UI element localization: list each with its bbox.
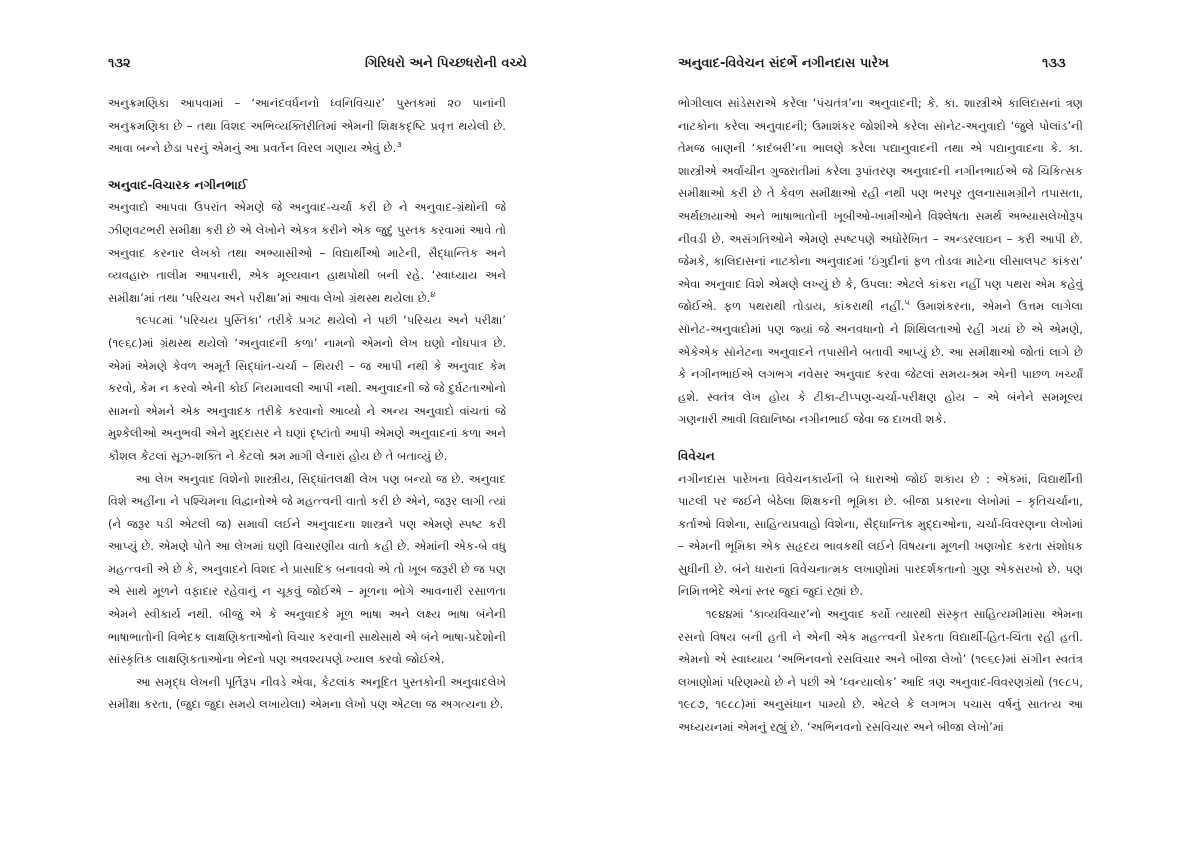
paragraph-text: ઉમાશંકરના, એમને ઉત્તમ લાગેલા સૉનેટ-અનુવાદોમાં પણ જ્યાં જે અનવધાનો ને શિથિલતાઓ રહી ગયાં છે એ એમણે, એકેએક સૉનેટના અનુવાદને તપાસીને બતાવી આપ્યું છે. આ સમીક્ષાઓ જોતાં લાગે છે કે નગીનભાઈએ લગભગ નવેસર અનુવાદ કરવા જેટલાં સમય-શ્રમ એની પાછળ ખર્ચ્યાં હશે. સ્વતંત્ર લેખ હોય કે ટીકા-ટીપ્પણ-ચર્ચા-પરીક્ષણ હોય – એ બંનેને સમમૂલ્ય ગણનારી આવી વિદ્યાનિષ્ઠા નગીનભાઈ જેવા જ દાખવી શકે. (678, 299, 1083, 427)
section-heading: વિવેચન (678, 448, 715, 463)
page-body (678, 92, 1083, 739)
footnote-marker: ૪ (430, 289, 436, 299)
paragraph: નગીનદાસ પારેખના વિવેચનકાર્યની બે ધારાઓ જોઈ શકાય છે : એકમાં, વિદ્યાર્થીની પાટલી પર જઈને બેઠેલા શિક્ષકની ભૂમિકા છે. બીજા પ્રકારના લેખોમાં – કૃતિચર્ચાના, કર્તાઓ વિશેના, સાહિત્યપ્રવાહો વિશેના, સૈદ્ધાન્તિક મુદ્દાઓના, ચર્ચા-વિવરણના લેખોમાં – એમની ભૂમિકા એક સહૃદય ભાવકથી લઈને વિષયના મૂળની ખણખોદ કરતા સંશોધક સુધીની છે. બંને ધારાનાં વિવેચનાત્મક લખાણોમાં પારદર્શકતાનો ગુણ એકસરખો છે. પણ નિમિત્તભેદે એનાં સ્તર જુદાં જુદાં રહ્યાં છે. (678, 471, 1083, 599)
paragraph-text: અનુવાદો આપવા ઉપરાંત એમણે જે અનુવાદ-ચર્ચા કરી છે ને અનુવાદ-ગ્રંથોની જે ઝીણવટભરી સમીક્ષા કરી છે એ લેખોને એકત્ર કરીને એક જુદું પુસ્તક કરવામાં આવે તો અનુવાદ કરનાર લેખકો તથા અભ્યાસીઓ – વિદ્યાર્થીઓ માટેની, સૈદ્ધાન્તિક અને વ્યવહારુ તાલીમ આપનારી, એક મૂલ્યવાન હાથપોથી બની રહે. ‘સ્વાધ્યાય અને સમીક્ષા’માં તથા ‘પરિચય અને પરીક્ષા’માં આવા લેખો ગ્રંથસ્થ થયેલા છે. (108, 200, 506, 305)
page-body (108, 92, 506, 716)
paragraph: ૧૯૫૮માં ‘પરિચય પુસ્તિકા’ તરીકે પ્રગટ થયેલો ને પછી ‘પરિચય અને પરીક્ષા’ (૧૯૬૮)માં ગ્રંથસ્થ થયેલો ‘અનુવાદની કળા’ નામનો એમનો લેખ ઘણો નોંધપાત્ર છે. એમાં એમણે કેવળ અમૂર્ત સિદ્ધાંત-ચર્ચા – થિયરી – જ આપી નથી કે અનુવાદ કેમ કરવો, કેમ ન કરવો એની કોઈ નિયમાવલી આપી નથી. અનુવાદની જે જે દુર્ઘટતાઓનો સામનો એમને એક અનુવાદક તરીકે કરવાનો આવ્યો ને અન્ય અનુવાદો વાંચતાં જે મુશ્કેલીઓ અનુભવી એને મુદ્દાસર ને ઘણાં દૃષ્ટાંતો આપી એમણે અનુવાદનાં કળા અને કૌશલ કેટલાં સૂઝ-શક્તિ ને કેટલો શ્રમ માગી લેનારાં હોય છે તે બતાવ્યું છે. (108, 313, 506, 463)
running-head: અનુવાદ-વિવેચન સંદર્ભે નગીનદાસ પારેખ (678, 56, 889, 71)
paragraph (108, 92, 506, 160)
section-heading: અનુવાદ-વિચારક નગીનભાઈ (108, 177, 248, 192)
running-head: ગિરિધરો અને પિચ્છધરોની વચ્ચે (365, 56, 527, 71)
footnote-marker: ૩ (396, 140, 402, 150)
page-number: ૧૩૩ (1042, 56, 1066, 71)
right-page (600, 0, 1200, 848)
paragraph (678, 92, 1083, 431)
paragraph-text: અનુક્રમણિકા આપવામાં – ‘આનંદવર્ધનનો ધ્વનિવિચાર’ પુસ્તકમાં ૨૦ પાનાંની અનુક્રમણિકા છે – તથા વિશદ અભિવ્યક્તિરીતિમાં એમની શિક્ષકદૃષ્ટિ પ્રવૃત્ત થયેલી છે. આવા બન્ને છેડા પરનું એમનું આ પ્રવર્તન વિરલ ગણાય એવું છે. (108, 96, 506, 156)
paragraph: ૧૯૪૪માં ‘કાવ્યવિચાર’નો અનુવાદ કર્યો ત્યારથી સંસ્કૃત સાહિત્યમીમાંસા એમના રસનો વિષય બની હતી ને એની એક મહત્ત્વની પ્રેરકતા વિદ્યાર્થી-હિત-ચિંતા રહી હતી. એમનો એ સ્વાધ્યાય ‘અભિનવનો રસવિચાર અને બીજા લેખો’ (૧૯૬૯)માં સંગીન સ્વતંત્ર લખાણોમાં પરિણમ્યો છે ને પછી એ ‘ધ્વન્યાલોક’ આદિ ત્રણ અનુવાદ-વિવરણગ્રંથો (૧૯૮૫, ૧૯૮૭, ૧૯૮૮)માં અનુસંધાન પામ્યો છે. એટલે કે લગભગ પચાસ વર્ષનું સાતત્ય આ અધ્યયનમાં એમનું રહ્યું છે. ‘અભિનવનો રસવિચાર અને બીજા લેખો’માં (678, 607, 1083, 735)
page-number: ૧૩૨ (108, 56, 131, 71)
paragraph (108, 196, 506, 309)
footnote-marker: ૫ (904, 298, 910, 308)
paragraph: આ સમૃદ્ધ લેખની પૂર્તિરૂપ નીવડે એવા, કેટલાંક અનૂદિત પુસ્તકોની અનુવાદલેખે સમીક્ષા કરતા, (જુદા જુદા સમયે લખાયેલા) એમના લેખો પણ એટલા જ અગત્યના છે. (108, 674, 506, 712)
paragraph-text: ભોગીલાલ સાંડેસરાએ કરેલા ‘પંચતંત્ર’ના અનુવાદની; કે. કા. શાસ્ત્રીએ કાલિદાસનાં ત્રણ નાટકોના કરેલા અનુવાદની; ઉમાશંકર જોશીએ કરેલા સૉનેટ-અનુવાદો ‘જુલે પોલાંડ’ની તેમજ બાણની ‘કાદંબરી’ના ભાલણે કરેલા પદ્યાનુવાદની તથા એ પદ્યાનુવાદના કે. કા. શાસ્ત્રીએ અર્વાચીન ગુજરાતીમાં કરેલા રૂપાંતરણ અનુવાદની નગીનભાઈએ જે ચિકિત્સક સમીક્ષાઓ કરી છે તે કેવળ સમીક્ષાઓ રહી નથી પણ ભરપૂર તુલનાસામગ્રીને તપાસતા, અર્થછાયાઓ અને ભાષાભાતોની ખૂબીઓ-ખામીઓને વિશ્લેષતા સમર્થ અભ્યાસલેખોરૂપ નીવડી છે. અસંગતિઓને એમણે સ્પષ્ટપણે અધોરેખિત – અન્ડરલાઇન – કરી આપી છે. જેમકે, કાલિદાસનાં નાટકોના અનુવાદમાં ‘ઇંગુદીનાં ફળ તોડવા માટેના લીસાલપટ કાંકરા’ એવા અનુવાદ વિશે એમણે લખ્યું છે કે, ઉપલા: એટલે કાંકરા નહીં પણ પથરા એમ કહેવું જોઈએ. ફળ પથરાથી તોડાય, કાંકરાથી નહીં. (678, 96, 1083, 314)
paragraph: આ લેખ અનુવાદ વિશેનો શાસ્ત્રીય, સિદ્ધાંતલક્ષી લેખ પણ બન્યો જ છે. અનુવાદ વિશે અહીંના ને પશ્ચિમના વિદ્વાનોએ જે મહત્ત્વની વાતો કરી છે એને, જરૂર લાગી ત્યાં (ને જરૂર પડી એટલી જ) સમાવી લઈને અનુવાદના શાસ્ત્રને પણ એમણે સ્પષ્ટ કરી આપ્યું છે. એમણે પોતે આ લેખમાં ઘણી વિચારણીય વાતો કહી છે. એમાંની એક-બે વધુ મહત્ત્વની એ છે કે, અનુવાદને વિશદ ને પ્રાસાદિક બનાવવો એ તો ખૂબ જરૂરી છે જ પણ એ સાથે મૂળને વફાદાર રહેવાનું ન ચૂકવું જોઈએ – મૂળના ભોગે આવનારી રસાળતા એમને સ્વીકાર્ય નથી. બીજું એ કે અનુવાદકે મૂળ ભાષા અને લક્ષ્ય ભાષા બંનેની ભાષાભાતોની વિભેદક લાક્ષણિકતાઓનો વિચાર કરવાની સાથેસાથે એ બંને ભાષા-પ્રદેશોની સાંસ્કૃતિક લાક્ષણિકતાઓના ભેદનો પણ અવશ્યપણે ખ્યાલ કરવો જોઈએ. (108, 471, 506, 667)
